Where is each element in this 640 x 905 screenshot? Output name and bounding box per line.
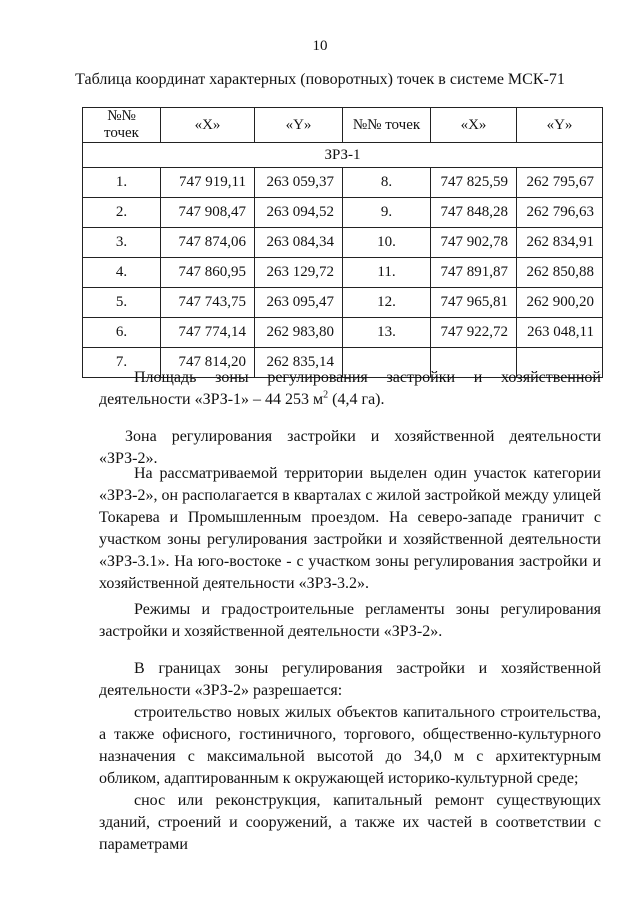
cell-x-value: 747 814,20 (161, 348, 255, 378)
table-row (83, 168, 603, 198)
cell-y-value: 263 084,34 (255, 228, 343, 258)
cell-y-value-2: 262 795,67 (517, 168, 603, 198)
cell-y-value-2: 262 850,88 (517, 258, 603, 288)
cell-y-value: 263 094,52 (255, 198, 343, 228)
cell-point-no-2: 12. (343, 288, 431, 318)
allowed-item-2: снос или реконструкция, капитальный ремонт существующих зданий, строений и сооружений, а также их частей в соответствии с параметрами (99, 792, 601, 853)
cell-point-no: 7. (83, 348, 161, 378)
cell-point-no-2: 10. (343, 228, 431, 258)
table-row (83, 258, 603, 288)
table-row (83, 228, 603, 258)
cell-point-no: 5. (83, 288, 161, 318)
page-number: 10 (312, 38, 328, 54)
area-text: Площадь зоны регулирования застройки и хозяйственной деятельности «ЗРЗ-1» – 44 253 м (99, 369, 601, 408)
table-row (83, 198, 603, 228)
cell-y-value-2: 262 900,20 (517, 288, 603, 318)
cell-point-no: 1. (83, 168, 161, 198)
cell-y-value: 262 983,80 (255, 318, 343, 348)
cell-point-no: 4. (83, 258, 161, 288)
area-text-end: (4,4 га). (328, 391, 385, 408)
cell-x-value-2: 747 965,81 (431, 288, 517, 318)
cell-point-no-2: 9. (343, 198, 431, 228)
cell-x-value-2: 747 848,28 (431, 198, 517, 228)
regimes-heading (99, 599, 601, 643)
cell-x-value: 747 743,75 (161, 288, 255, 318)
cell-y-value: 263 129,72 (255, 258, 343, 288)
allowed-section (99, 658, 601, 856)
header-point-no: №№ точек (83, 108, 161, 143)
zone2-heading-text: Зона регулирования застройки и хозяйственной деятельности «ЗРЗ-2». (99, 428, 601, 467)
header-y: «Y» (255, 108, 343, 143)
cell-y-value-2: 263 048,11 (517, 318, 603, 348)
cell-y-value-2: 262 796,63 (517, 198, 603, 228)
area-unit-superscript: 2 (323, 389, 329, 401)
cell-x-value: 747 874,06 (161, 228, 255, 258)
cell-y-value: 263 095,47 (255, 288, 343, 318)
cell-point-no: 3. (83, 228, 161, 258)
cell-point-no: 6. (83, 318, 161, 348)
cell-point-no: 2. (83, 198, 161, 228)
cell-y-value: 262 835,14 (255, 348, 343, 378)
cell-x-value-2: 747 825,59 (431, 168, 517, 198)
zone2-description (99, 463, 601, 595)
zone-row (83, 143, 603, 168)
cell-x-value: 747 908,47 (161, 198, 255, 228)
header-point-no-2: №№ точек (343, 108, 431, 143)
cell-x-value-2: 747 902,78 (431, 228, 517, 258)
table-row (83, 288, 603, 318)
table-header-row (83, 108, 603, 143)
cell-x-value: 747 860,95 (161, 258, 255, 288)
cell-point-no-2: 8. (343, 168, 431, 198)
regimes-heading-text: Режимы и градостроительные регламенты зоны регулирования застройки и хозяйственной деятельности «ЗРЗ-2». (99, 601, 601, 640)
table-row (83, 318, 603, 348)
cell-x-value: 747 774,14 (161, 318, 255, 348)
header-x: «X» (161, 108, 255, 143)
area-paragraph (99, 367, 601, 411)
allowed-intro: В границах зоны регулирования застройки и хозяйственной деятельности «ЗРЗ-2» разрешается: (99, 660, 601, 699)
cell-point-no-2: 13. (343, 318, 431, 348)
cell-point-no-2: 11. (343, 258, 431, 288)
cell-y-value-2: 262 834,91 (517, 228, 603, 258)
cell-x-value-2: 747 922,72 (431, 318, 517, 348)
zone2-description-text: На рассматриваемой территории выделен один участок категории «ЗРЗ-2», он располагается в кварталах с жилой застройкой между улицей Токарева и Промышленным проездом. На северо-западе граничит с участком зоны регулирования застройки и хозяйственной деятельности «ЗРЗ-3.1». На юго-востоке - с участком зоны регулирования застройки и хозяйственной деятельности «ЗРЗ-3.2». (99, 465, 601, 592)
zone-label: ЗРЗ-1 (83, 143, 603, 168)
cell-x-value-2: 747 891,87 (431, 258, 517, 288)
cell-y-value: 263 059,37 (255, 168, 343, 198)
table-body (83, 143, 603, 378)
header-x-2: «X» (431, 108, 517, 143)
allowed-item-1: строительство новых жилых объектов капитального строительства, а также офисного, гостиничного, торгового, общественно-культурного назначения с максимальной высотой до 34,0 м с архитектурным обликом, адаптированным к окружающей историко-культурной среде; (99, 704, 601, 787)
table-title: Таблица координат характерных (поворотных) точек в системе МСК-71 (75, 71, 565, 88)
header-y-2: «Y» (517, 108, 603, 143)
cell-x-value: 747 919,11 (161, 168, 255, 198)
coordinates-table (82, 107, 603, 378)
